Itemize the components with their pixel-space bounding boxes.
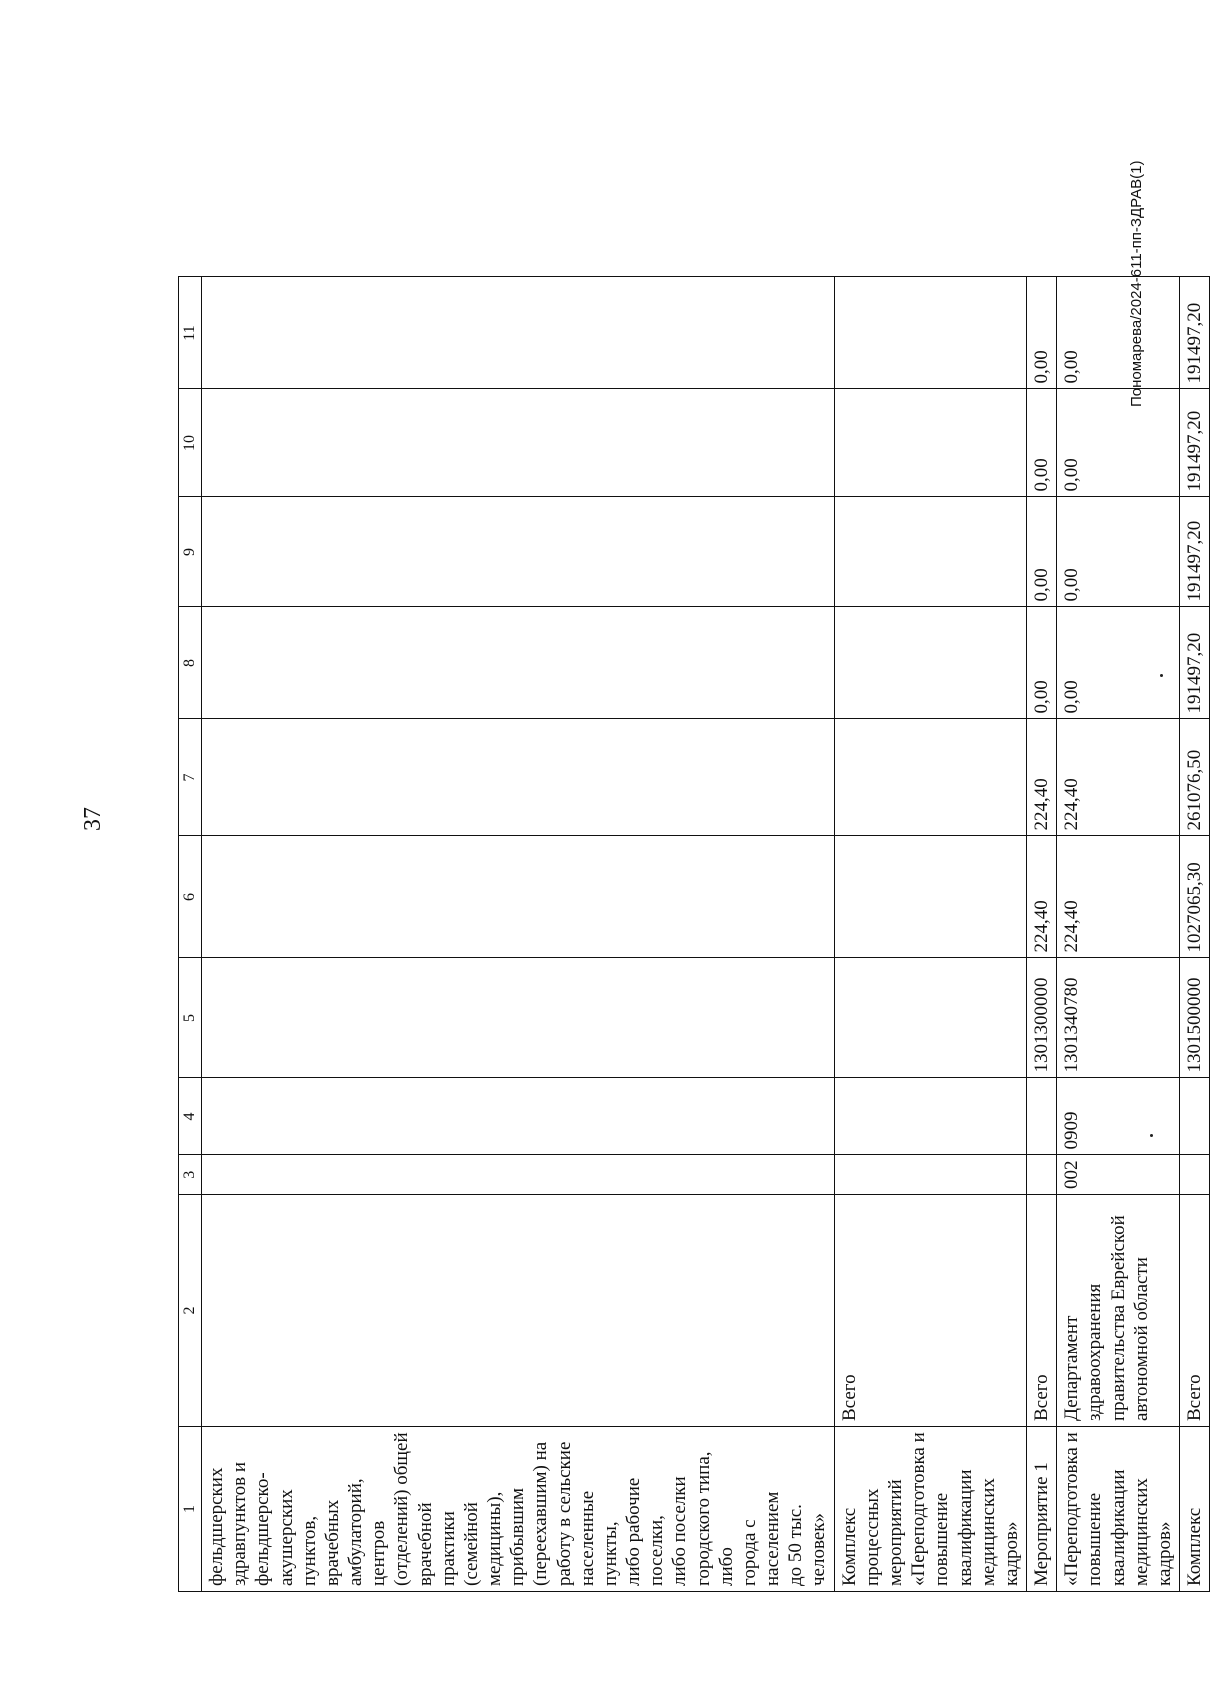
table-cell: Всего: [834, 1195, 1026, 1427]
table-cell: 0,00: [1057, 277, 1180, 389]
table-row: [1180, 277, 1210, 1592]
row-label: Мероприятие 1: [1027, 1427, 1057, 1592]
document-code: Пономарева/2024-611-пп-ЗДРАВ(1): [1128, 160, 1145, 407]
table-cell: Всего: [1027, 1195, 1057, 1427]
table-cell: Всего: [1180, 1195, 1210, 1427]
column-number-row: [179, 277, 202, 1592]
table-cell: 1027065,30: [1180, 836, 1210, 958]
table-row: [1027, 277, 1057, 1592]
table-cell: 191497,20: [1180, 277, 1210, 389]
row-label: «Переподготовка и повышение квалификации медицинских кадров»: [1057, 1427, 1180, 1592]
table-cell: [834, 1155, 1026, 1195]
table-cell: [834, 958, 1026, 1078]
table-cell: 1301300000: [1027, 958, 1057, 1078]
table-cell: [202, 1195, 835, 1427]
table-cell: Департамент здравоохранения правительства Еврейской автономной области: [1057, 1195, 1180, 1427]
table-cell: 0,00: [1027, 497, 1057, 607]
table-cell: 191497,20: [1180, 389, 1210, 497]
column-number: 2: [179, 1195, 202, 1427]
table-cell: [834, 497, 1026, 607]
table-cell: 191497,20: [1180, 497, 1210, 607]
table-cell: 1301340780: [1057, 958, 1180, 1078]
table-cell: 0,00: [1057, 389, 1180, 497]
table-cell: 1301500000: [1180, 958, 1210, 1078]
table-cell: [834, 719, 1026, 836]
table-cell: [834, 1078, 1026, 1155]
table-cell: [1027, 1078, 1057, 1155]
table-cell: [202, 1078, 835, 1155]
column-number: 5: [179, 958, 202, 1078]
row-label: Комплекс: [1180, 1427, 1210, 1592]
column-number: 11: [179, 277, 202, 389]
table-cell: 261076,50: [1180, 719, 1210, 836]
table-cell: 0,00: [1057, 497, 1180, 607]
table-cell: [202, 277, 835, 389]
table-cell: 224,40: [1057, 719, 1180, 836]
table-cell: [202, 1155, 835, 1195]
table-cell: [834, 277, 1026, 389]
table-cell: 191497,20: [1180, 607, 1210, 719]
table-cell: [834, 836, 1026, 958]
table-row: [1057, 277, 1180, 1592]
table-cell: [202, 958, 835, 1078]
table-cell: [1027, 1155, 1057, 1195]
table-cell: 002: [1057, 1155, 1180, 1195]
page-number: 37: [80, 807, 106, 831]
scan-speck: [1150, 1134, 1153, 1137]
column-number: 1: [179, 1427, 202, 1592]
table-cell: [834, 389, 1026, 497]
table-cell: [1180, 1155, 1210, 1195]
table-cell: 0,00: [1027, 607, 1057, 719]
table-cell: [202, 836, 835, 958]
table-cell: [202, 389, 835, 497]
table-cell: 224,40: [1057, 836, 1180, 958]
column-number: 10: [179, 389, 202, 497]
row-label: Комплекс процессных мероприятий «Переподготовка и повышение квалификации медицинских кадров»: [834, 1427, 1026, 1592]
table-cell: [1180, 1078, 1210, 1155]
column-number: 9: [179, 497, 202, 607]
table-cell: [202, 497, 835, 607]
table-cell: 0,00: [1027, 389, 1057, 497]
table-cell: [202, 607, 835, 719]
table-cell: 224,40: [1027, 836, 1057, 958]
column-number: 3: [179, 1155, 202, 1195]
table-cell: 0909: [1057, 1078, 1180, 1155]
table-cell: [834, 607, 1026, 719]
table-cell: 0,00: [1027, 277, 1057, 389]
column-number: 4: [179, 1078, 202, 1155]
column-number: 8: [179, 607, 202, 719]
table-cell: 224,40: [1027, 719, 1057, 836]
table-cell: [202, 719, 835, 836]
column-number: 7: [179, 719, 202, 836]
table-row: [202, 277, 835, 1592]
budget-table: [178, 277, 1210, 1593]
table-cell: 0,00: [1057, 607, 1180, 719]
column-number: 6: [179, 836, 202, 958]
table-row: [834, 277, 1026, 1592]
scan-speck: [1160, 674, 1163, 677]
row-label: фельдшерских здравпунктов и фельдшерско- акушерских пунктов, врачебных амбулаторий, центров (отделений) общей врачебной практики (семейной медицины), прибывшим (переехавшим) на работу в сельские населенные пункты, либо рабочие поселки, либо поселки городского типа, либо города с населением до 50 тыс. человек»: [202, 1427, 835, 1592]
